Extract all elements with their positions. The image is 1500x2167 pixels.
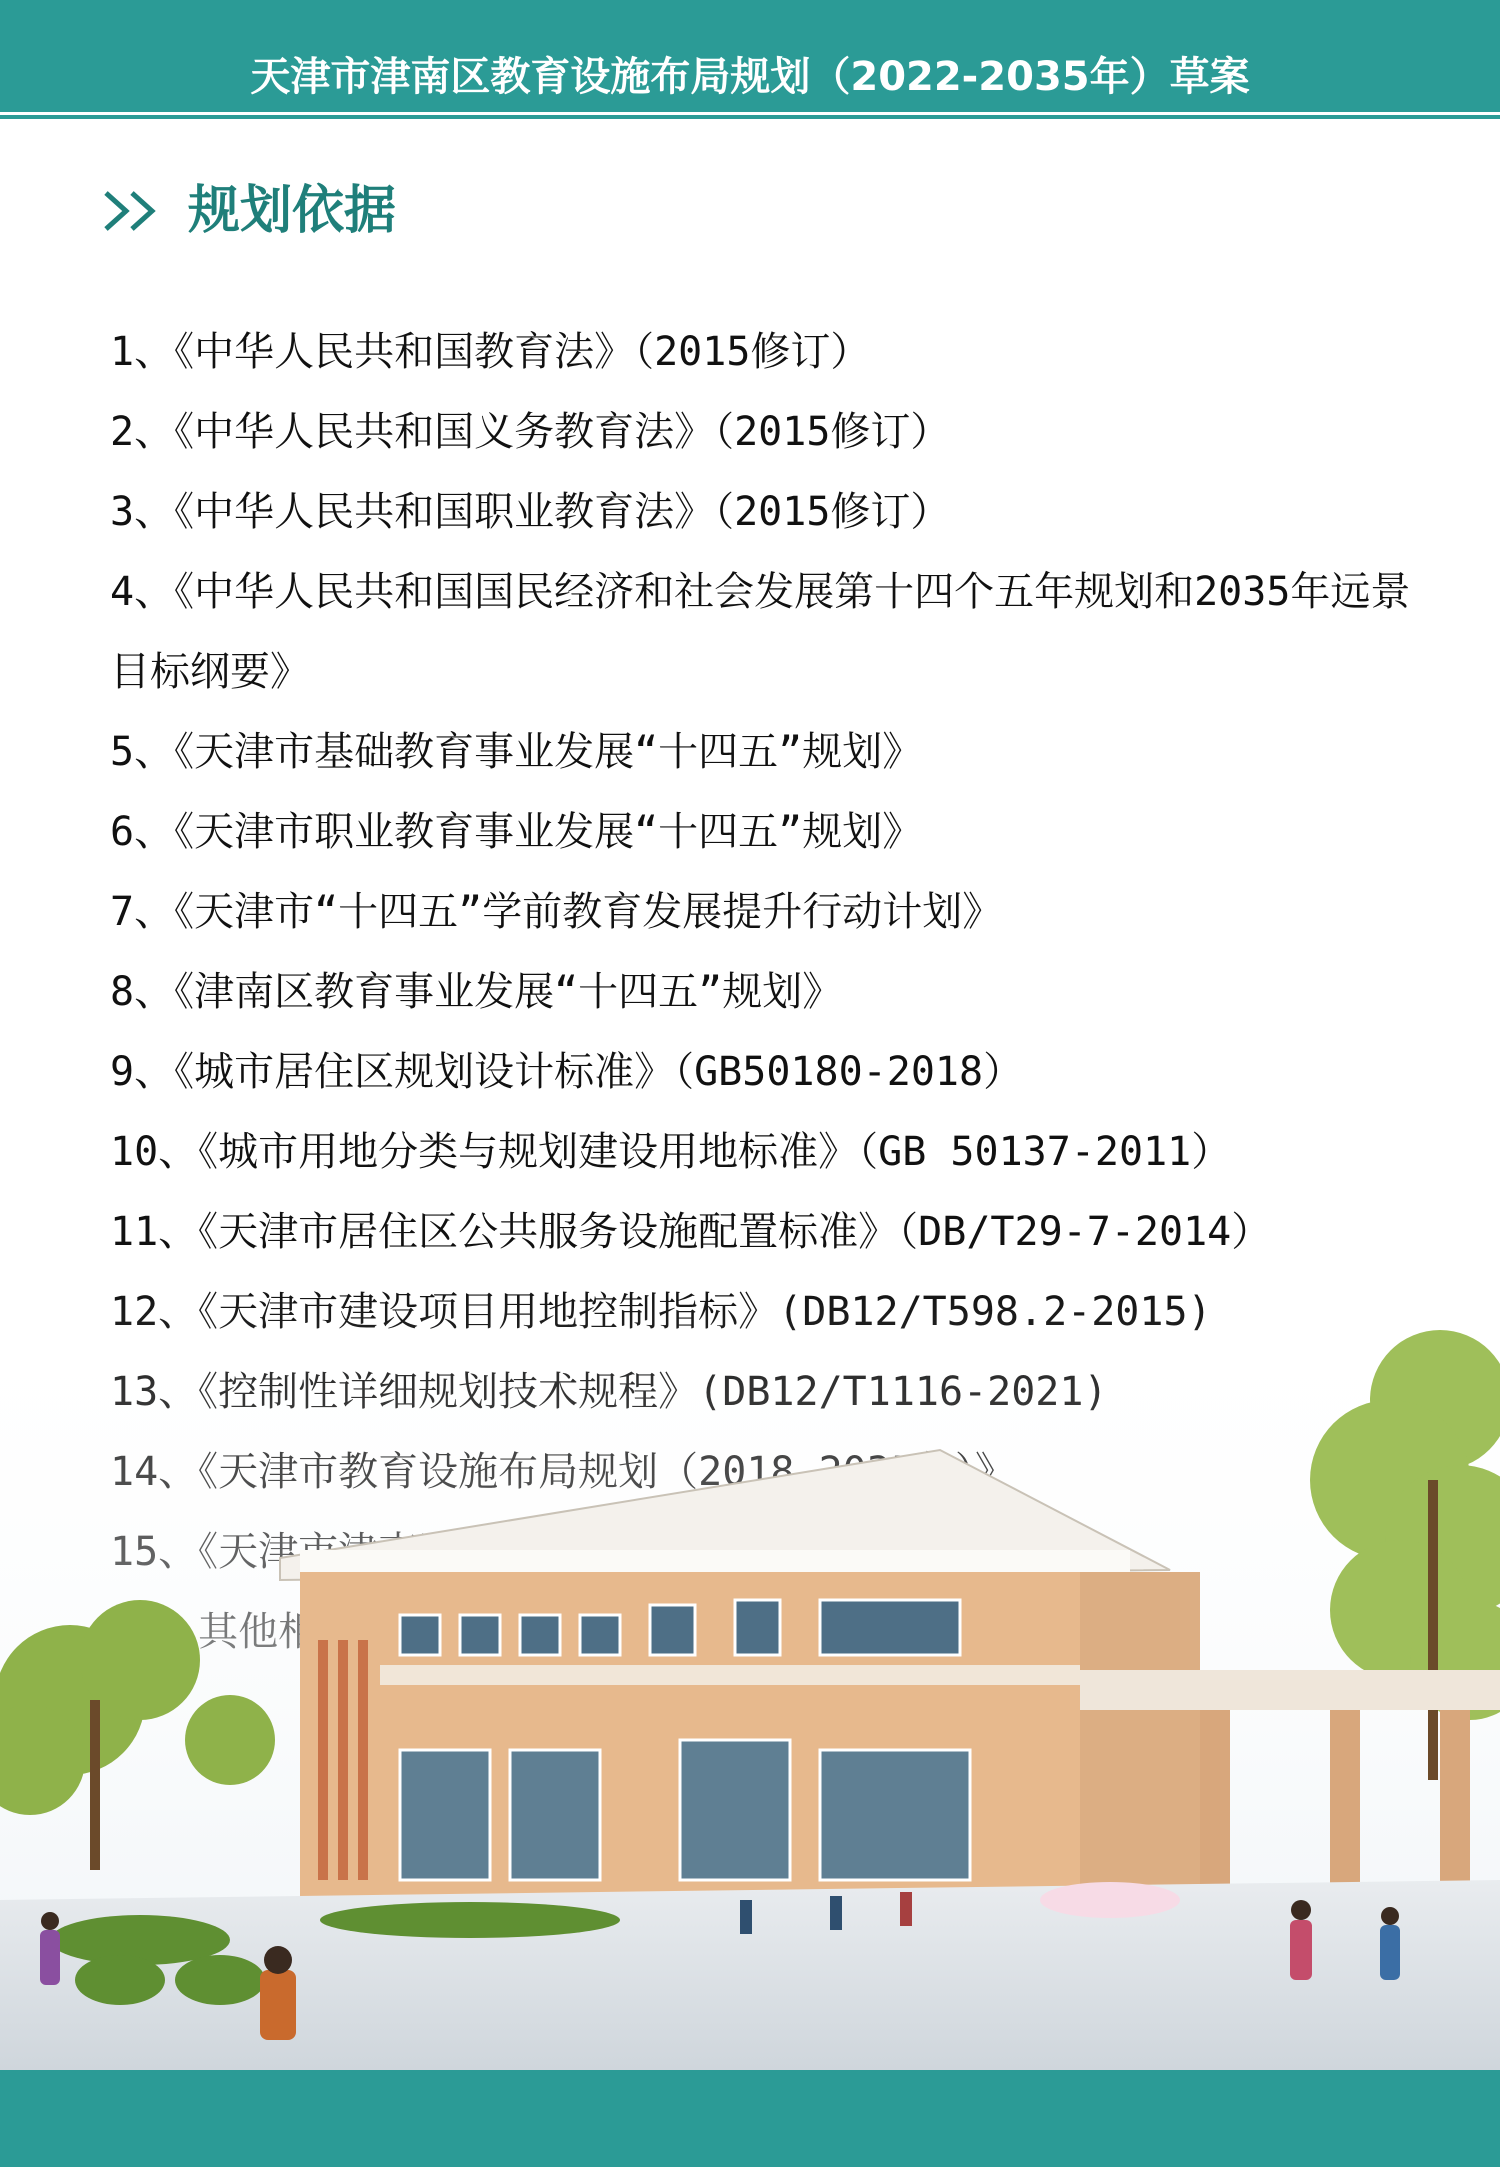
list-item: 11、《天津市居住区公共服务设施配置标准》（DB/T29-7-2014） [110, 1209, 1272, 1255]
list-item: 1、《中华人民共和国教育法》（2015修订） [110, 329, 871, 375]
list-item: 3、《中华人民共和国职业教育法》（2015修订） [110, 489, 951, 535]
list-item: 5、《天津市基础教育事业发展“十四五”规划》 [110, 729, 923, 775]
school-building-illustration [0, 1280, 1500, 2070]
list-item: 10、《城市用地分类与规划建设用地标准》（GB 50137-2011） [110, 1129, 1232, 1175]
list-item: 2、《中华人民共和国义务教育法》（2015修订） [110, 409, 951, 455]
list-item: 9、《城市居住区规划设计标准》（GB50180-2018） [110, 1049, 1024, 1095]
double-chevron-icon [102, 189, 162, 233]
header-bar [0, 0, 1500, 112]
footer-bar [0, 2070, 1500, 2167]
header-divider [0, 115, 1500, 119]
list-item: 6、《天津市职业教育事业发展“十四五”规划》 [110, 809, 923, 855]
list-item: 8、《津南区教育事业发展“十四五”规划》 [110, 969, 843, 1015]
section-title: 规划依据 [188, 181, 397, 241]
list-item: 4、《中华人民共和国国民经济和社会发展第十四个五年规划和2035年远景目标纲要》 [110, 569, 1411, 695]
section-heading [102, 176, 396, 246]
document-title: 天津市津南区教育设施布局规划（2022-2035年）草案 [250, 54, 1250, 100]
list-item: 7、《天津市“十四五”学前教育发展提升行动计划》 [110, 889, 1003, 935]
